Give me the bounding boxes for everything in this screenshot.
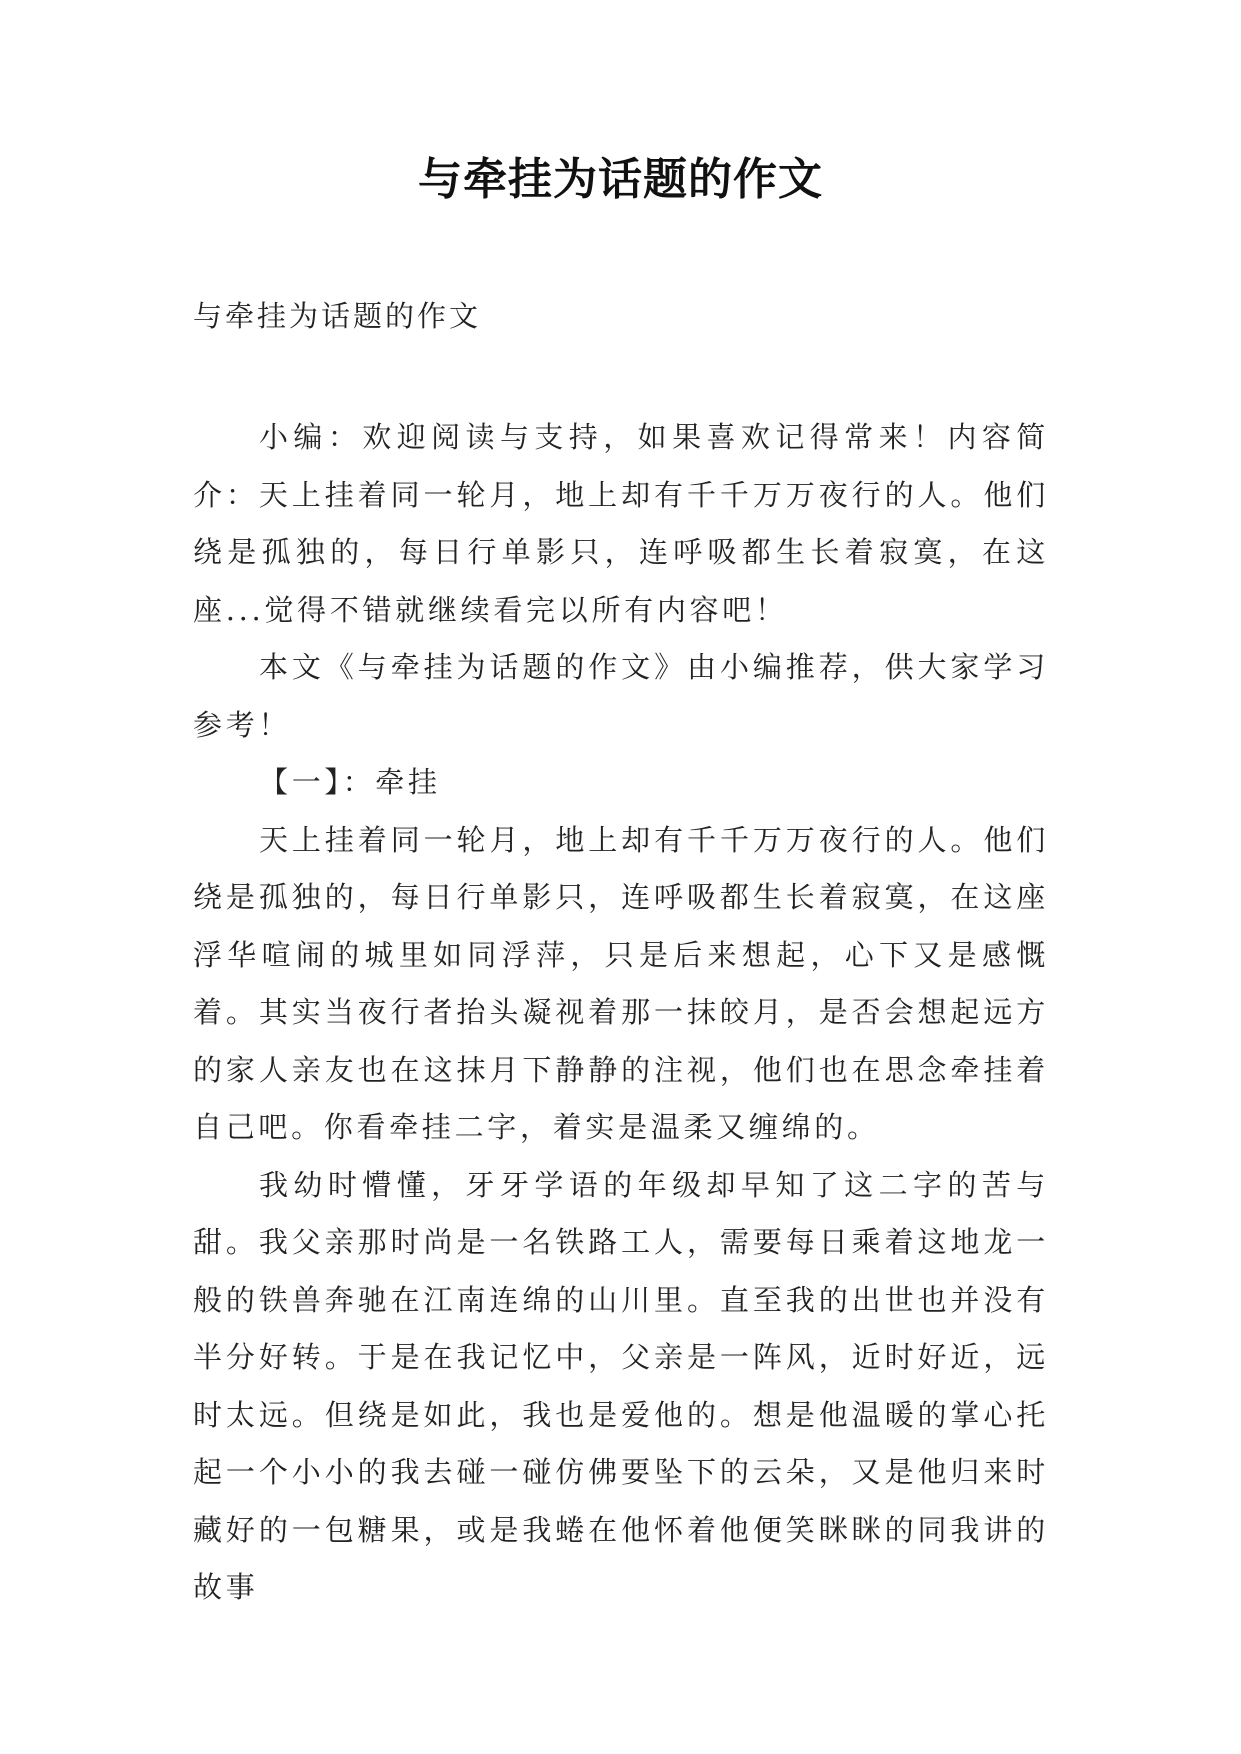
essay-paragraph: 天上挂着同一轮月，地上却有千千万万夜行的人。他们绕是孤独的，每日行单影只，连呼吸都生长着寂寞，在这座浮华喧闹的城里如同浮萍，只是后来想起，心下又是感慨着。其实当夜行者抬头凝视着那一抹皎月，是否会想起远方的家人亲友也在这抹月下静静的注视，他们也在思念牵挂着自己吧。你看牵挂二字，着实是温柔又缠绵的。 xyxy=(193,822,1049,1144)
recommendation-paragraph: 本文《与牵挂为话题的作文》由小编推荐，供大家学习参考！ xyxy=(193,650,1049,742)
intro-paragraph: 小编：欢迎阅读与支持，如果喜欢记得常来！内容简介：天上挂着同一轮月，地上却有千千万万夜行的人。他们绕是孤独的，每日行单影只，连呼吸都生长着寂寞，在这座...觉得不错就继续看完以所有内容吧！ xyxy=(193,420,1049,627)
document-body xyxy=(193,409,1049,1617)
essay-paragraph: 我幼时懵懂，牙牙学语的年级却早知了这二字的苦与甜。我父亲那时尚是一名铁路工人，需要每日乘着这地龙一般的铁兽奔驰在江南连绵的山川里。直至我的出世也并没有半分好转。于是在我记忆中，父亲是一阵风，近时好近，远时太远。但绕是如此，我也是爱他的。想是他温暖的掌心托起一个小小的我去碰一碰仿佛要坠下的云朵，又是他归来时藏好的一包糖果，或是我蜷在他怀着他便笑眯眯的同我讲的故事 xyxy=(193,1167,1049,1604)
document-subtitle: 与牵挂为话题的作文 xyxy=(193,299,482,333)
section-heading: 【一】：牵挂 xyxy=(259,765,441,799)
document-title: 与牵挂为话题的作文 xyxy=(418,154,823,205)
